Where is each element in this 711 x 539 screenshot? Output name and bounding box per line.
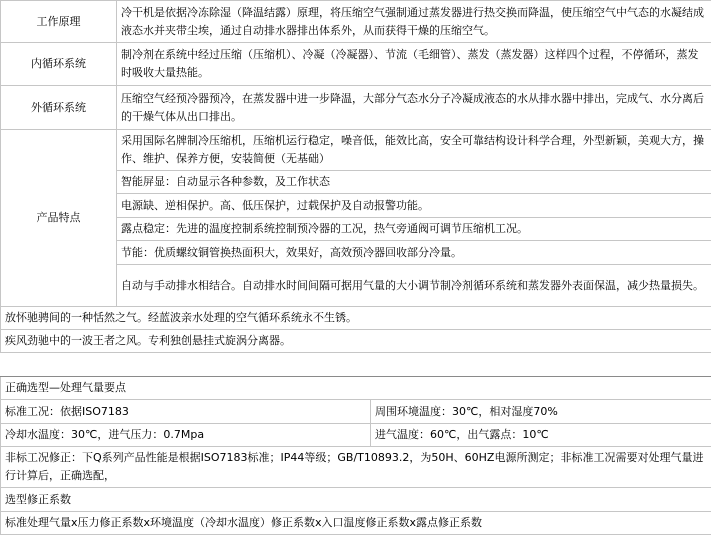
standard-conditions: 标准工况：依据ISO7183 <box>1 400 371 424</box>
cooling-water-conditions: 冷却水温度：30℃，进气压力：0.7Mpa <box>1 424 371 447</box>
row-label-internal-cycle: 内循环系统 <box>1 43 117 86</box>
table-row <box>1 400 711 424</box>
inlet-temperature: 进气温度：60℃，出气露点：10℃ <box>371 424 711 447</box>
slogan-line: 放怀驰骋间的一种恬然之气。经蓝波亲水处理的空气循环系统永不生锈。 <box>1 307 711 330</box>
row-label-external-cycle: 外循环系统 <box>1 86 117 130</box>
correction-formula: 标准处理气量x压力修正系数x环境温度（冷却水温度）修正系数x入口温度修正系数x露点修正系数 <box>1 512 711 535</box>
table-row <box>1 488 711 512</box>
internal-cycle-text: 制冷剂在系统中经过压缩（压缩机）、冷凝（冷凝器）、节流（毛细管）、蒸发（蒸发器）这样四个过程，不停循环，蒸发时吸收大量热能。 <box>117 43 711 86</box>
feature-item: 采用国际名牌制冷压缩机，压缩机运行稳定，噪音低，能效比高，安全可靠结构设计科学合理，外型新颖，美观大方，操作、维护、保养方便，安装简便（无基础） <box>117 130 711 171</box>
slogan-line: 疾风劲驰中的一波王者之风。专利独创悬挂式旋涡分离器。 <box>1 330 711 353</box>
table-row <box>1 43 711 86</box>
table-row <box>1 330 711 353</box>
table-row <box>1 424 711 447</box>
table-row <box>1 130 711 171</box>
feature-item: 自动与手动排水相结合。自动排水时间间隔可据用气量的大小调节制冷剂循环系统和蒸发器外表面保温，减少热量损失。 <box>117 265 711 307</box>
table-row <box>1 86 711 130</box>
ambient-temperature: 周围环境温度：30℃，相对湿度70% <box>371 400 711 424</box>
correction-heading: 选型修正系数 <box>1 488 711 512</box>
external-cycle-text: 压缩空气经预冷器预冷，在蒸发器中进一步降温，大部分气态水分子冷凝成液态的水从排水器中排出，完成气、水分离后的干燥气体从出口排出。 <box>117 86 711 130</box>
selection-table <box>0 376 711 535</box>
table-row <box>1 307 711 330</box>
working-principle-text: 冷干机是依据冷冻除湿（降温结露）原理，将压缩空气强制通过蒸发器进行热交换而降温，使压缩空气中气态的水凝结成液态水并夹带尘埃，通过自动排水器排出体系外，从而获得干燥的压缩空气。 <box>117 1 711 43</box>
table-row <box>1 377 711 400</box>
feature-item: 智能屏显：自动显示各种参数，及工作状态 <box>117 171 711 194</box>
table-row <box>1 512 711 535</box>
table-row <box>1 447 711 488</box>
row-label-product-features: 产品特点 <box>1 130 117 307</box>
feature-item: 节能：优质螺纹铜管换热面积大，效果好，高效预冷器回收部分冷量。 <box>117 241 711 265</box>
feature-item: 露点稳定：先进的温度控制系统控制预冷器的工况，热气旁通阀可调节压缩机工况。 <box>117 218 711 241</box>
table-row <box>1 1 711 43</box>
selection-title: 正确选型—处理气量要点 <box>1 377 711 400</box>
nonstandard-correction-note: 非标工况修正：下Q系列产品性能是根据ISO7183标准；IP44等级；GB/T10893.2，为50H、60HZ电源所测定；非标准工况需要对处理气量进行计算后，正确选配， <box>1 447 711 488</box>
feature-item: 电源缺、逆相保护。高、低压保护，过载保护及自动报警功能。 <box>117 194 711 218</box>
row-label-working-principle: 工作原理 <box>1 1 117 43</box>
